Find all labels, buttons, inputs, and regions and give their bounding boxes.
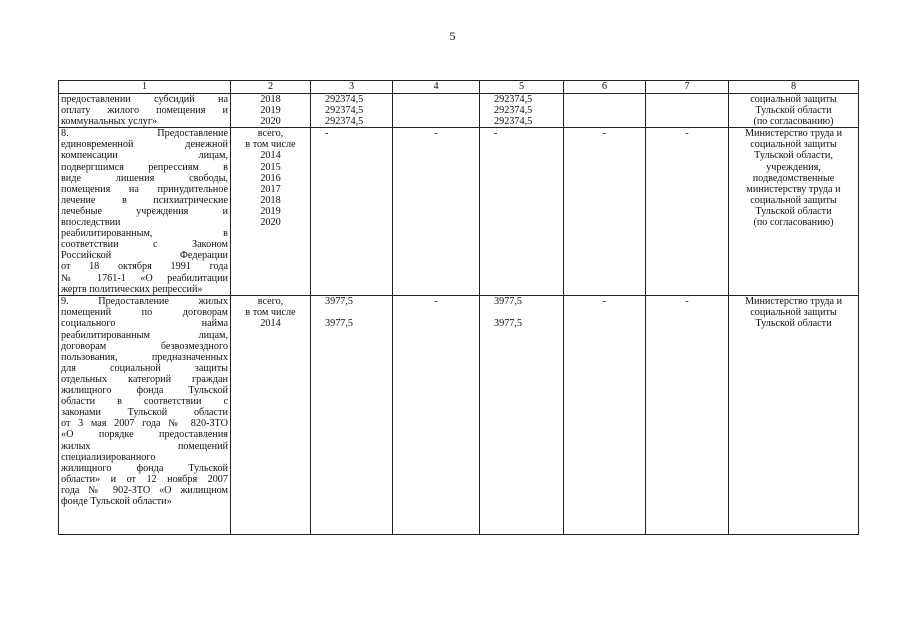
cell-line: Российской Федерации: [61, 250, 228, 262]
cell-line: (по согласованию): [753, 217, 834, 229]
cell-line: 2017: [260, 183, 281, 195]
cell-line: области в соответствии с: [61, 396, 228, 408]
year-cell: [231, 94, 311, 128]
cell-line: социальной защиты: [750, 307, 837, 319]
cell-line: реабилитированным лицам,: [61, 329, 228, 341]
local-budget-cell: [564, 128, 646, 296]
header-cell: 7: [646, 81, 729, 94]
cell-line: жилищного фонда Тульской: [61, 462, 228, 474]
cell-line: жертв политических репрессий»: [61, 283, 203, 295]
measure-name-cell: [59, 94, 231, 128]
cell-line: 3977,5: [325, 296, 354, 308]
cell-line: 2015: [260, 161, 281, 173]
cell-line: помещения на принудительное: [61, 183, 228, 195]
cell-line: -: [325, 128, 329, 140]
cell-line: Министерство труда и: [744, 128, 843, 140]
cell-line: области» и от 12 ноября 2007: [61, 473, 228, 485]
cell-line: договорам безвозмездного: [61, 340, 228, 352]
header-cell: 8: [729, 81, 859, 94]
executor-cell: [729, 296, 859, 535]
local-budget-cell: [564, 296, 646, 535]
other-sources-cell: [646, 296, 729, 535]
cell-line: коммунальных услуг»: [61, 116, 158, 128]
cell-line: 2019: [260, 205, 281, 217]
cell-line: 292374,5: [325, 116, 364, 128]
cell-line: подвергшимся репрессиям в: [61, 161, 228, 173]
cell-line: 292374,5: [325, 94, 364, 105]
header-cell: 1: [59, 81, 231, 94]
cell-line: виде лишения свободы,: [61, 172, 228, 184]
cell-line: лечебные учреждения и: [61, 205, 228, 217]
cell-line: всего,: [257, 128, 284, 140]
cell-line: Тульской области: [755, 105, 832, 117]
year-cell: [231, 296, 311, 535]
cell-line: (по согласованию): [753, 116, 834, 128]
regional-budget-cell: [480, 296, 564, 535]
table-row: [59, 296, 859, 535]
cell-line: учреждения,: [766, 161, 821, 173]
cell-line: -: [434, 296, 438, 308]
cell-line: -: [685, 128, 689, 140]
cell-line: 2018: [260, 94, 281, 105]
cell-line: -: [602, 296, 607, 308]
cell-line: 3977,5: [494, 318, 523, 330]
cell-line: социальной защиты: [750, 94, 837, 105]
year-cell: [231, 128, 311, 296]
cell-line: 9. Предоставление жилых: [61, 296, 228, 308]
page-number: 5: [449, 29, 456, 43]
cell-line: 292374,5: [325, 105, 364, 117]
total-amount-cell: [311, 128, 393, 296]
cell-line: реабилитированным, в: [61, 228, 228, 240]
total-amount-cell: [311, 296, 393, 535]
cell-line: 2018: [260, 194, 281, 206]
table-row: [59, 94, 859, 128]
cell-line: 2014: [260, 150, 281, 162]
cell-line: 2020: [260, 217, 281, 229]
cell-line: года № 902-ЗТО «О жилищном: [61, 484, 228, 496]
cell-line: жилых помещений: [61, 440, 228, 452]
total-amount-cell: [311, 94, 393, 128]
cell-line: от 18 октября 1991 года: [61, 261, 228, 273]
table-row: [59, 128, 859, 296]
cell-line: компенсации лицам,: [61, 150, 228, 162]
executor-cell: [729, 94, 859, 128]
cell-line: -: [602, 128, 607, 140]
cell-line: Министерство труда и: [744, 296, 843, 308]
cell-line: министерству труда и: [746, 183, 841, 195]
cell-line: 292374,5: [494, 105, 533, 117]
regional-budget-cell: [480, 128, 564, 296]
cell-line: оплату жилого помещения и: [61, 105, 228, 117]
header-row: [59, 81, 859, 94]
cell-line: 2019: [260, 105, 281, 117]
header-cell: 5: [480, 81, 564, 94]
cell-line: «О порядке предоставления: [61, 429, 228, 441]
cell-line: 8. Предоставление: [61, 128, 228, 140]
cell-line: законами Тульской области: [61, 407, 228, 419]
federal-budget-cell: [393, 128, 480, 296]
cell-line: -: [494, 128, 498, 140]
executor-cell: [729, 128, 859, 296]
measure-name-cell: [59, 128, 231, 296]
cell-line: для социальной защиты: [61, 362, 228, 374]
cell-line: жилищного фонда Тульской: [61, 385, 228, 397]
header-cell: 2: [231, 81, 311, 94]
cell-line: подведомственные: [752, 172, 835, 184]
cell-line: [494, 307, 561, 318]
cell-line: в том числе: [245, 139, 296, 151]
cell-line: № 1761-1 «О реабилитации: [61, 272, 228, 284]
cell-line: социальной защиты: [750, 139, 837, 151]
federal-budget-cell: [393, 94, 480, 128]
cell-line: социального найма: [61, 318, 228, 330]
federal-budget-cell: [393, 296, 480, 535]
cell-line: отдельных категорий граждан: [61, 373, 228, 385]
cell-line: Тульской области: [755, 318, 832, 330]
cell-line: -: [685, 296, 689, 308]
cell-line: от 3 мая 2007 года № 820-ЗТО: [61, 418, 228, 430]
header-cell: 4: [393, 81, 480, 94]
cell-line: фонде Тульской области»: [61, 495, 172, 507]
cell-line: 2014: [260, 318, 281, 330]
measure-name-cell: [59, 296, 231, 535]
header-cell: 6: [564, 81, 646, 94]
cell-line: 2016: [260, 172, 281, 184]
header-cell: 3: [311, 81, 393, 94]
cell-line: единовременной денежной: [61, 139, 228, 151]
cell-line: социальной защиты: [750, 194, 837, 206]
cell-line: соответствии с Законом: [61, 239, 228, 251]
cell-line: 3977,5: [494, 296, 523, 308]
other-sources-cell: [646, 128, 729, 296]
cell-line: специализированного: [61, 451, 156, 463]
cell-line: пользования, предназначенных: [61, 351, 228, 363]
cell-line: предоставлении субсидий на: [61, 94, 228, 105]
cell-line: 292374,5: [494, 94, 533, 105]
program-table: [58, 80, 859, 535]
cell-line: всего,: [257, 296, 284, 308]
cell-line: Тульской области,: [754, 150, 833, 162]
other-sources-cell: [646, 94, 729, 128]
cell-line: в том числе: [245, 307, 296, 319]
cell-line: 3977,5: [325, 318, 354, 330]
local-budget-cell: [564, 94, 646, 128]
cell-line: помещений по договорам: [61, 307, 228, 319]
cell-line: 292374,5: [494, 116, 533, 128]
cell-line: [325, 307, 390, 318]
cell-line: Тульской области: [755, 205, 832, 217]
cell-line: впоследствии: [61, 217, 121, 229]
cell-line: 2020: [260, 116, 281, 128]
cell-line: -: [434, 128, 438, 140]
regional-budget-cell: [480, 94, 564, 128]
cell-line: лечение в психиатрические: [61, 194, 228, 206]
